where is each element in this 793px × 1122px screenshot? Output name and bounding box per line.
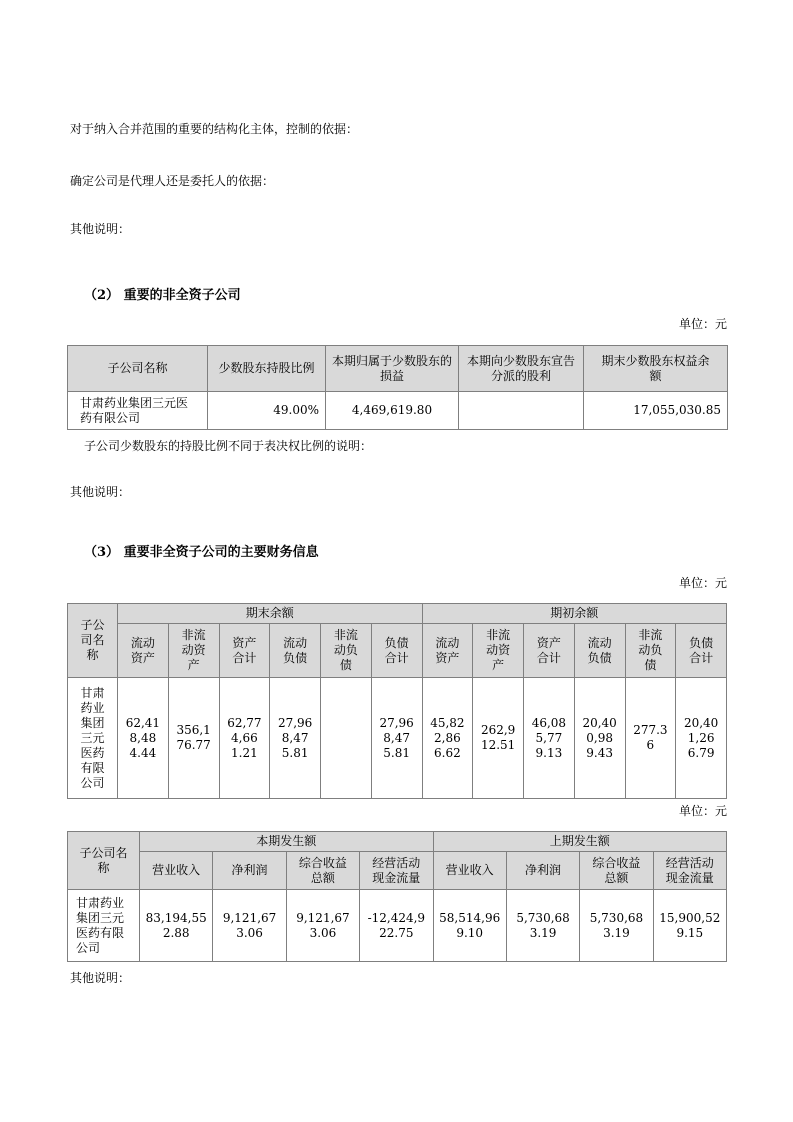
corner-header-subsidiary-name: 子公司名称	[68, 832, 140, 890]
cell-beginning-noncurrent-liabilities: 277.36	[625, 678, 676, 799]
cell-beginning-current-assets: 45,822,866.62	[422, 678, 473, 799]
paragraph-minority-note: 子公司少数股东的持股比例不同于表决权比例的说明：	[84, 439, 373, 453]
subheader-net-profit: 净利润	[213, 852, 286, 890]
table-row	[68, 392, 728, 430]
cell-prior-comprehensive-income: 5,730,683.19	[580, 890, 653, 962]
group-header-row	[68, 604, 727, 624]
subheader-current-assets: 流动资产	[118, 624, 169, 678]
cell-prior-operating-cash-flow: 15,900,529.15	[653, 890, 726, 962]
subheader-operating-revenue: 营业收入	[433, 852, 506, 890]
group-header-current-period: 本期发生额	[140, 832, 434, 852]
group-header-row	[68, 832, 727, 852]
group-header-ending-balance: 期末余额	[118, 604, 423, 624]
cell-ending-current-liabilities: 27,968,475.81	[270, 678, 321, 799]
table-row	[68, 678, 727, 799]
subheader-operating-cash-flow: 经营活动现金流量	[360, 852, 433, 890]
cell-minority-dividend	[459, 392, 584, 430]
paragraph-agent-or-principal: 确定公司是代理人还是委托人的依据：	[70, 174, 275, 188]
cell-beginning-current-liabilities: 20,400,989.43	[574, 678, 625, 799]
paragraph-structured-entity: 对于纳入合并范围的重要的结构化主体，控制的依据：	[70, 122, 359, 136]
header-minority-profit: 本期归属于少数股东的损益	[326, 346, 459, 392]
cell-minority-equity: 17,055,030.85	[584, 392, 728, 430]
subheader-total-liabilities: 负债合计	[676, 624, 727, 678]
non-wholly-owned-subsidiary-table	[67, 345, 728, 430]
cell-ending-noncurrent-liabilities	[321, 678, 372, 799]
subheader-current-assets: 流动资产	[422, 624, 473, 678]
subheader-row	[68, 852, 727, 890]
unit-label-1: 单位：元	[678, 317, 727, 331]
group-header-prior-period: 上期发生额	[433, 832, 727, 852]
unit-label-2: 单位：元	[678, 576, 727, 590]
header-subsidiary-name: 子公司名称	[68, 346, 208, 392]
subheader-net-profit: 净利润	[506, 852, 579, 890]
subheader-noncurrent-liabilities: 非流动负债	[321, 624, 372, 678]
subheader-noncurrent-liabilities: 非流动负债	[625, 624, 676, 678]
paragraph-other-notes-3: 其他说明：	[70, 971, 131, 985]
cell-prior-net-profit: 5,730,683.19	[506, 890, 579, 962]
cell-ending-total-liabilities: 27,968,475.81	[371, 678, 422, 799]
group-header-beginning-balance: 期初余额	[422, 604, 727, 624]
corner-header-subsidiary-name: 子公司名称	[68, 604, 118, 678]
cell-current-net-profit: 9,121,673.06	[213, 890, 286, 962]
table-row	[68, 890, 727, 962]
subheader-operating-cash-flow: 经营活动现金流量	[653, 852, 726, 890]
header-minority-dividend: 本期向少数股东宣告分派的股利	[459, 346, 584, 392]
header-minority-equity: 期末少数股东权益余额	[584, 346, 728, 392]
section-2-title: （2） 重要的非全资子公司	[84, 288, 241, 303]
subheader-current-liabilities: 流动负债	[574, 624, 625, 678]
cell-ending-noncurrent-assets: 356,176.77	[168, 678, 219, 799]
cell-beginning-noncurrent-assets: 262,912.51	[473, 678, 524, 799]
cell-minority-profit: 4,469,619.80	[326, 392, 459, 430]
cell-minority-ratio: 49.00%	[208, 392, 326, 430]
subheader-current-liabilities: 流动负债	[270, 624, 321, 678]
unit-label-3: 单位：元	[678, 804, 727, 818]
cell-ending-total-assets: 62,774,661.21	[219, 678, 270, 799]
subheader-noncurrent-assets: 非流动资产	[168, 624, 219, 678]
cell-current-comprehensive-income: 9,121,673.06	[286, 890, 359, 962]
balance-sheet-summary-table	[67, 603, 727, 799]
cell-prior-operating-revenue: 58,514,969.10	[433, 890, 506, 962]
subheader-total-liabilities: 负债合计	[371, 624, 422, 678]
paragraph-other-notes-2: 其他说明：	[70, 485, 131, 499]
cell-subsidiary-name: 甘肃药业集团三元医药有限公司	[68, 678, 118, 799]
section-3-title: （3） 重要非全资子公司的主要财务信息	[84, 545, 319, 560]
subheader-operating-revenue: 营业收入	[140, 852, 213, 890]
cell-beginning-total-assets: 46,085,779.13	[524, 678, 575, 799]
subheader-total-assets: 资产合计	[219, 624, 270, 678]
cell-current-operating-revenue: 83,194,552.88	[140, 890, 213, 962]
subheader-noncurrent-assets: 非流动资产	[473, 624, 524, 678]
cell-beginning-total-liabilities: 20,401,266.79	[676, 678, 727, 799]
table-header-row	[68, 346, 728, 392]
subheader-total-comprehensive-income: 综合收益总额	[580, 852, 653, 890]
subheader-row	[68, 624, 727, 678]
subheader-total-assets: 资产合计	[524, 624, 575, 678]
cell-current-operating-cash-flow: -12,424,922.75	[360, 890, 433, 962]
income-cashflow-summary-table	[67, 831, 727, 962]
subheader-total-comprehensive-income: 综合收益总额	[286, 852, 359, 890]
paragraph-other-notes-1: 其他说明：	[70, 222, 131, 236]
cell-subsidiary-name: 甘肃药业集团三元医药有限公司	[68, 890, 140, 962]
cell-subsidiary-name: 甘肃药业集团三元医药有限公司	[68, 392, 208, 430]
header-minority-ratio: 少数股东持股比例	[208, 346, 326, 392]
cell-ending-current-assets: 62,418,484.44	[118, 678, 169, 799]
